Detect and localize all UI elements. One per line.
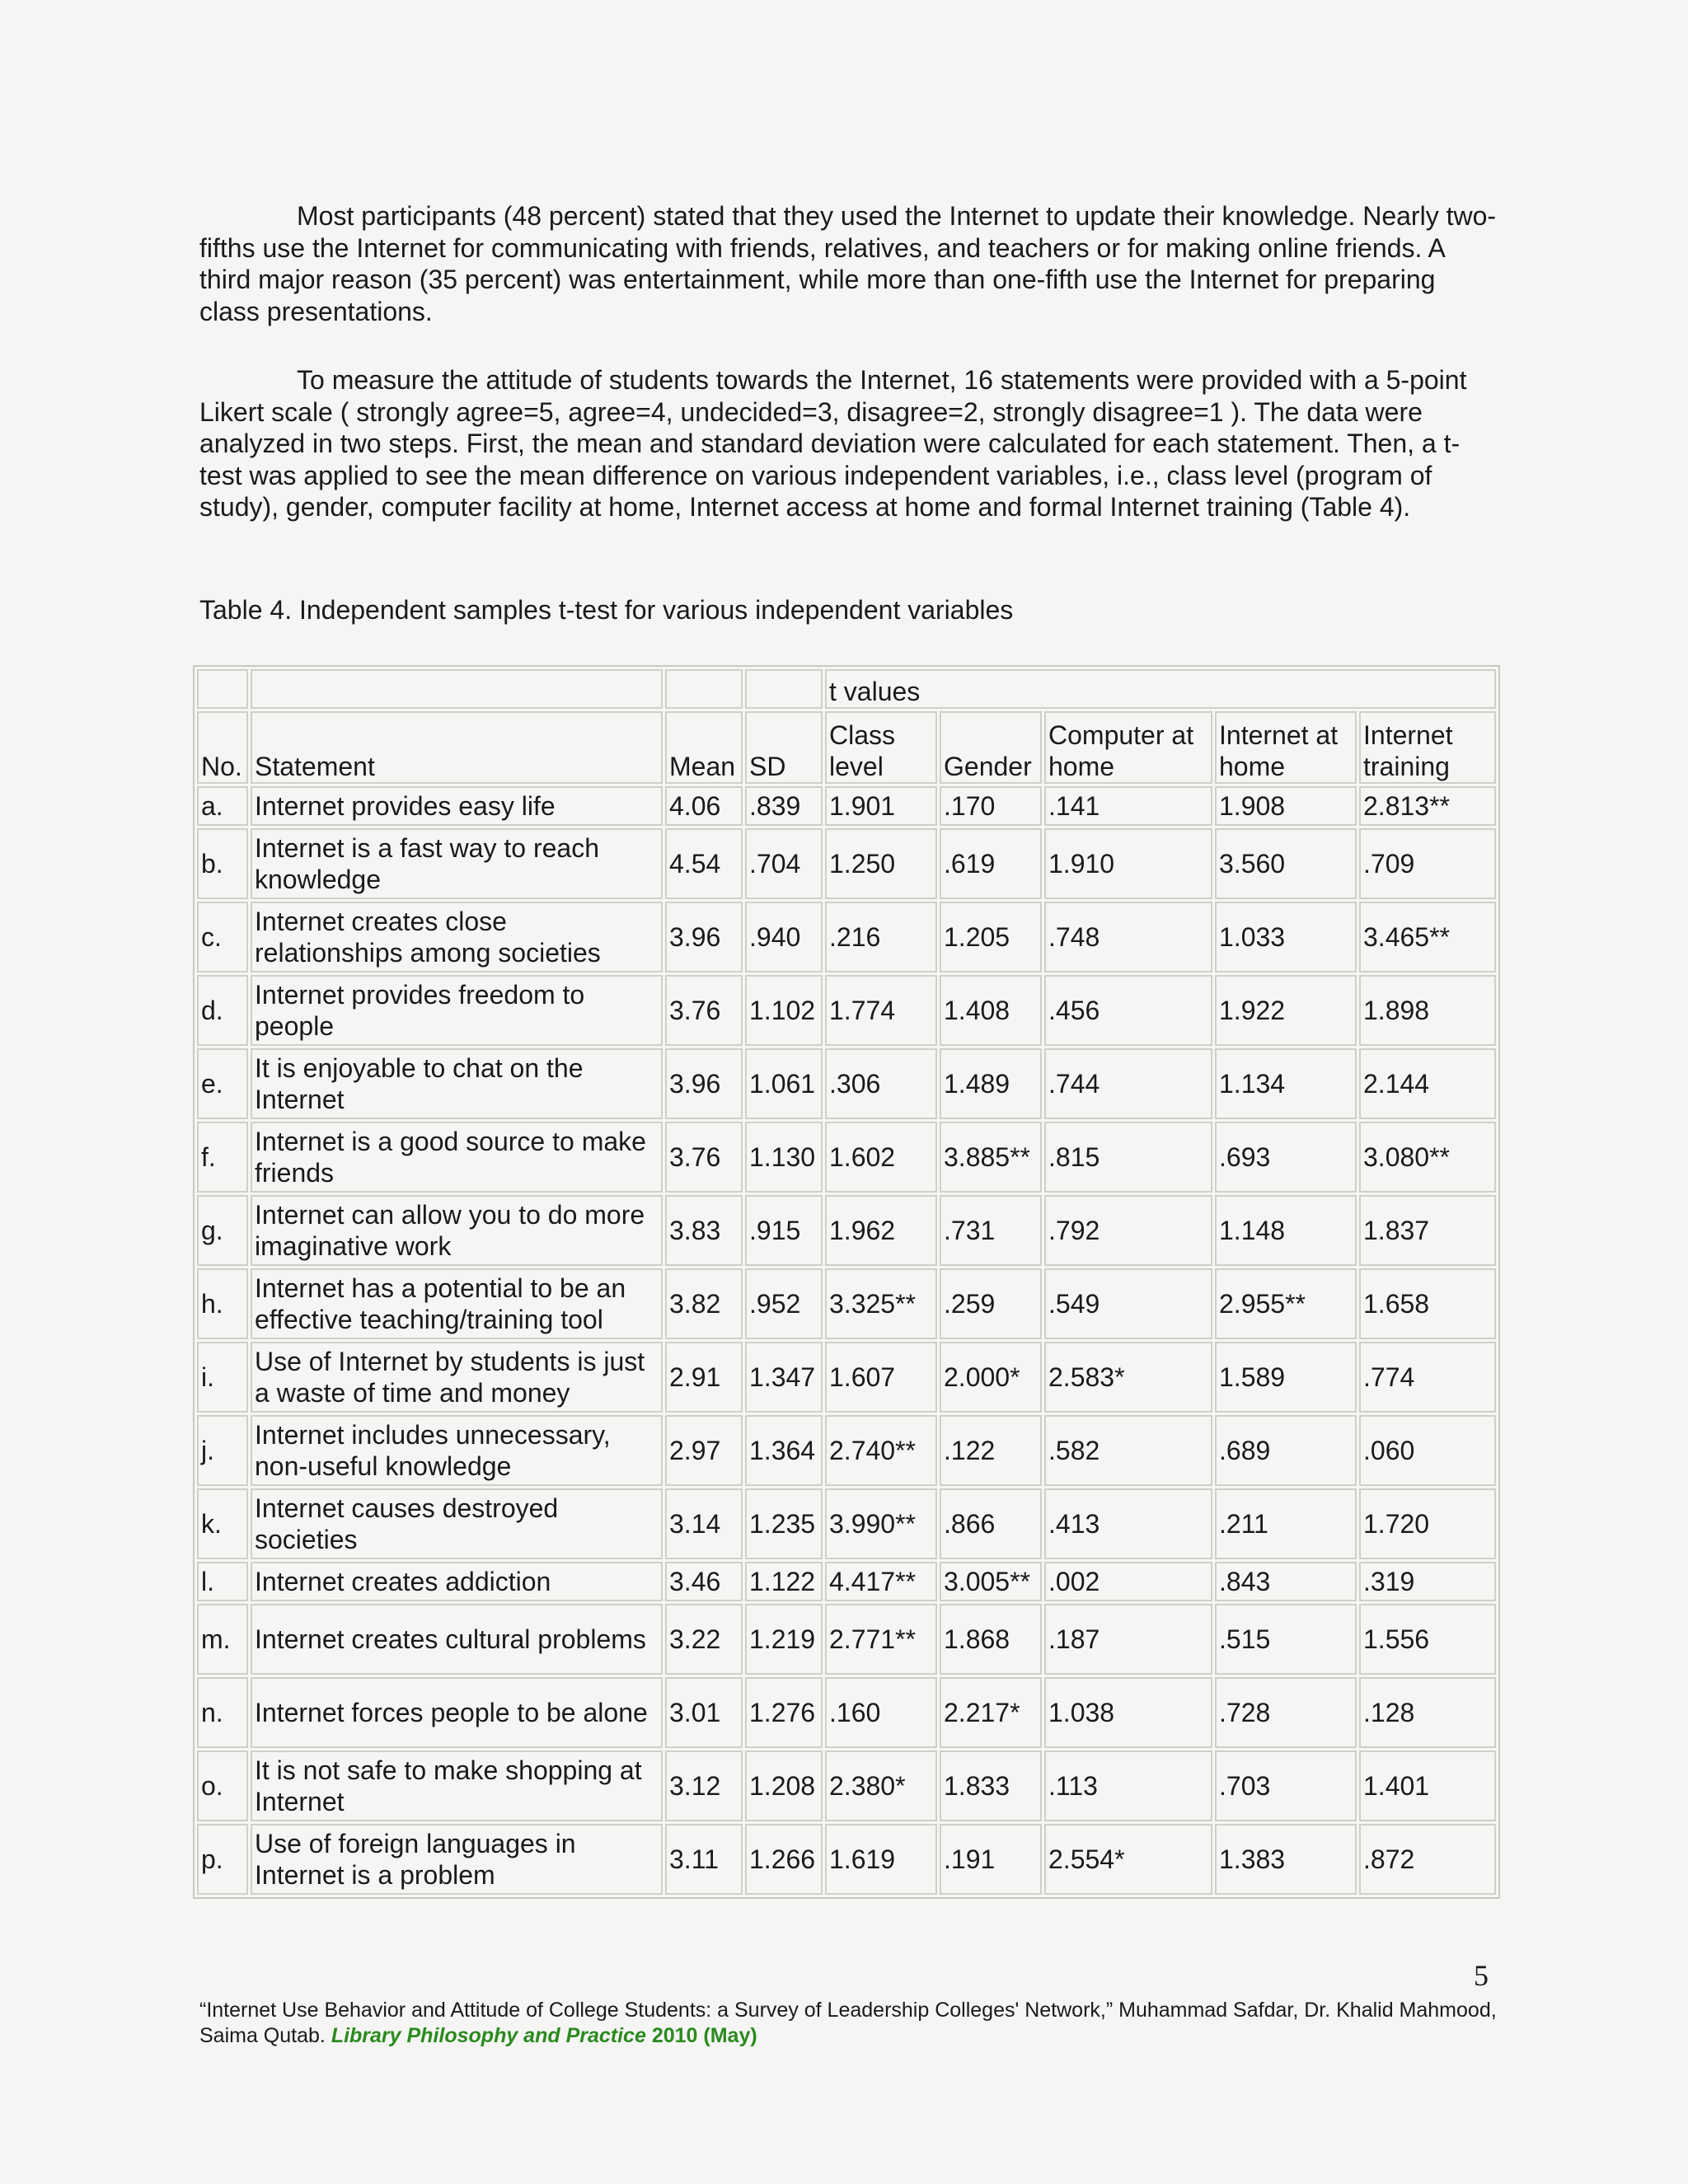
cell-row-number: o.: [197, 1750, 248, 1821]
cell-mean: 2.97: [665, 1415, 743, 1486]
cell-statement: It is enjoyable to chat on the Internet: [251, 1048, 663, 1119]
cell-sd: 1.364: [745, 1415, 823, 1486]
cell-gender-t: 2.000*: [940, 1342, 1042, 1413]
table-row: [197, 1122, 1496, 1193]
cell-sd: 1.219: [745, 1604, 823, 1675]
table-row: [197, 786, 1496, 826]
cell-internet-at-home-t: .211: [1215, 1488, 1357, 1559]
table-header-row: [197, 711, 1496, 784]
header-mean: Mean: [665, 711, 743, 784]
cell-row-number: i.: [197, 1342, 248, 1413]
cell-statement: Internet provides freedom to people: [251, 975, 663, 1046]
cell-internet-at-home-t: 1.589: [1215, 1342, 1357, 1413]
table-row: [197, 1268, 1496, 1339]
header-no: No.: [197, 711, 248, 784]
cell-computer-at-home-t: .744: [1044, 1048, 1212, 1119]
cell-row-number: l.: [197, 1562, 248, 1601]
cell-class-level-t: 1.619: [825, 1824, 937, 1895]
cell-class-level-t: 1.901: [825, 786, 937, 826]
t-values-group-header: t values: [825, 669, 1496, 709]
cell-row-number: e.: [197, 1048, 248, 1119]
cell-statement: Internet has a potential to be an effective teaching/training tool: [251, 1268, 663, 1339]
cell-class-level-t: 1.602: [825, 1122, 937, 1193]
cell-gender-t: .170: [940, 786, 1042, 826]
cell-statement: Internet includes unnecessary, non-useful knowledge: [251, 1415, 663, 1486]
cell-internet-training-t: 1.556: [1359, 1604, 1496, 1675]
header-empty-cell: [251, 669, 663, 709]
cell-internet-training-t: 3.080**: [1359, 1122, 1496, 1193]
cell-sd: 1.276: [745, 1677, 823, 1748]
header-internet-at-home: Internet at home: [1215, 711, 1357, 784]
cell-sd: 1.061: [745, 1048, 823, 1119]
cell-internet-training-t: 1.898: [1359, 975, 1496, 1046]
cell-mean: 3.11: [665, 1824, 743, 1895]
cell-row-number: a.: [197, 786, 248, 826]
citation-text: “Internet Use Behavior and Attitude of College Students: a Survey of Leadership Colleges' Network,” Muhammad Safdar, Dr. Khalid Mahmood, Saima Qutab.: [199, 1999, 1497, 2047]
cell-statement: Internet causes destroyed societies: [251, 1488, 663, 1559]
table-row: [197, 1488, 1496, 1559]
cell-row-number: b.: [197, 828, 248, 899]
cell-sd: .952: [745, 1268, 823, 1339]
cell-sd: 1.266: [745, 1824, 823, 1895]
cell-mean: 2.91: [665, 1342, 743, 1413]
cell-mean: 4.06: [665, 786, 743, 826]
table-row: [197, 975, 1496, 1046]
cell-class-level-t: 3.990**: [825, 1488, 937, 1559]
cell-row-number: f.: [197, 1122, 248, 1193]
cell-internet-at-home-t: 1.134: [1215, 1048, 1357, 1119]
cell-class-level-t: 2.740**: [825, 1415, 937, 1486]
cell-statement: Internet forces people to be alone: [251, 1677, 663, 1748]
cell-sd: 1.235: [745, 1488, 823, 1559]
table-caption: Table 4. Independent samples t-test for various independent variables: [199, 595, 1014, 625]
cell-class-level-t: 3.325**: [825, 1268, 937, 1339]
cell-statement: Internet creates cultural problems: [251, 1604, 663, 1675]
cell-gender-t: .731: [940, 1195, 1042, 1266]
cell-internet-training-t: 1.720: [1359, 1488, 1496, 1559]
cell-mean: 3.96: [665, 902, 743, 972]
cell-sd: 1.208: [745, 1750, 823, 1821]
cell-internet-training-t: .128: [1359, 1677, 1496, 1748]
cell-internet-at-home-t: .689: [1215, 1415, 1357, 1486]
cell-gender-t: 1.833: [940, 1750, 1042, 1821]
cell-sd: 1.102: [745, 975, 823, 1046]
header-class-level: Class level: [825, 711, 937, 784]
cell-computer-at-home-t: .187: [1044, 1604, 1212, 1675]
cell-gender-t: .259: [940, 1268, 1042, 1339]
cell-sd: .915: [745, 1195, 823, 1266]
cell-computer-at-home-t: 2.554*: [1044, 1824, 1212, 1895]
cell-statement: Internet provides easy life: [251, 786, 663, 826]
cell-mean: 3.22: [665, 1604, 743, 1675]
cell-statement: Use of foreign languages in Internet is a problem: [251, 1824, 663, 1895]
cell-class-level-t: .306: [825, 1048, 937, 1119]
cell-mean: 3.82: [665, 1268, 743, 1339]
header-computer-at-home: Computer at home: [1044, 711, 1212, 784]
table-row: [197, 1604, 1496, 1675]
cell-mean: 3.01: [665, 1677, 743, 1748]
cell-class-level-t: 2.380*: [825, 1750, 937, 1821]
cell-mean: 3.12: [665, 1750, 743, 1821]
cell-class-level-t: .160: [825, 1677, 937, 1748]
cell-computer-at-home-t: .002: [1044, 1562, 1212, 1601]
footer-citation: [199, 1998, 1502, 2049]
cell-computer-at-home-t: 1.910: [1044, 828, 1212, 899]
table-row: [197, 1562, 1496, 1601]
cell-gender-t: .866: [940, 1488, 1042, 1559]
cell-internet-training-t: 1.658: [1359, 1268, 1496, 1339]
cell-computer-at-home-t: .456: [1044, 975, 1212, 1046]
cell-class-level-t: .216: [825, 902, 937, 972]
cell-gender-t: 3.885**: [940, 1122, 1042, 1193]
cell-sd: .704: [745, 828, 823, 899]
header-empty-cell: [745, 669, 823, 709]
cell-row-number: h.: [197, 1268, 248, 1339]
cell-gender-t: .122: [940, 1415, 1042, 1486]
cell-sd: 1.347: [745, 1342, 823, 1413]
cell-gender-t: .191: [940, 1824, 1042, 1895]
cell-computer-at-home-t: 1.038: [1044, 1677, 1212, 1748]
cell-internet-training-t: .774: [1359, 1342, 1496, 1413]
cell-internet-training-t: .709: [1359, 828, 1496, 899]
cell-internet-training-t: 2.144: [1359, 1048, 1496, 1119]
cell-computer-at-home-t: .748: [1044, 902, 1212, 972]
cell-statement: Use of Internet by students is just a waste of time and money: [251, 1342, 663, 1413]
header-statement: Statement: [251, 711, 663, 784]
cell-row-number: n.: [197, 1677, 248, 1748]
cell-statement: It is not safe to make shopping at Internet: [251, 1750, 663, 1821]
cell-gender-t: 3.005**: [940, 1562, 1042, 1601]
table-row: [197, 828, 1496, 899]
table-row: [197, 902, 1496, 972]
cell-class-level-t: 1.607: [825, 1342, 937, 1413]
cell-row-number: j.: [197, 1415, 248, 1486]
cell-mean: 3.46: [665, 1562, 743, 1601]
table-row: [197, 1677, 1496, 1748]
cell-mean: 3.76: [665, 1122, 743, 1193]
cell-mean: 3.96: [665, 1048, 743, 1119]
table-row: [197, 1415, 1496, 1486]
cell-statement: Internet can allow you to do more imaginative work: [251, 1195, 663, 1266]
header-internet-training: Internet training: [1359, 711, 1496, 784]
cell-internet-at-home-t: .515: [1215, 1604, 1357, 1675]
cell-gender-t: 1.205: [940, 902, 1042, 972]
cell-computer-at-home-t: .141: [1044, 786, 1212, 826]
cell-class-level-t: 4.417**: [825, 1562, 937, 1601]
cell-statement: Internet is a fast way to reach knowledge: [251, 828, 663, 899]
cell-sd: .940: [745, 902, 823, 972]
cell-computer-at-home-t: .413: [1044, 1488, 1212, 1559]
cell-internet-training-t: 1.401: [1359, 1750, 1496, 1821]
cell-computer-at-home-t: .815: [1044, 1122, 1212, 1193]
cell-internet-training-t: .872: [1359, 1824, 1496, 1895]
cell-gender-t: 2.217*: [940, 1677, 1042, 1748]
cell-row-number: c.: [197, 902, 248, 972]
cell-mean: 4.54: [665, 828, 743, 899]
paragraph-internet-purposes: Most participants (48 percent) stated that they used the Internet to update their knowledge. Nearly two-fifths use the Internet for communicating with friends, relatives, and teachers or for making online friends. A third major reason (35 percent) was entertainment, while more than one-fifth use the Internet for preparing class presentations.: [199, 201, 1497, 326]
cell-mean: 3.14: [665, 1488, 743, 1559]
cell-internet-at-home-t: .843: [1215, 1562, 1357, 1601]
cell-class-level-t: 2.771**: [825, 1604, 937, 1675]
table-row: [197, 1048, 1496, 1119]
header-empty-cell: [665, 669, 743, 709]
cell-internet-training-t: .319: [1359, 1562, 1496, 1601]
cell-internet-training-t: 1.837: [1359, 1195, 1496, 1266]
cell-internet-at-home-t: 1.033: [1215, 902, 1357, 972]
cell-class-level-t: 1.962: [825, 1195, 937, 1266]
cell-sd: 1.130: [745, 1122, 823, 1193]
cell-sd: 1.122: [745, 1562, 823, 1601]
table-4-ttest: [193, 665, 1500, 1899]
cell-internet-at-home-t: 1.383: [1215, 1824, 1357, 1895]
cell-row-number: d.: [197, 975, 248, 1046]
header-sd: SD: [745, 711, 823, 784]
cell-row-number: m.: [197, 1604, 248, 1675]
cell-internet-at-home-t: 3.560: [1215, 828, 1357, 899]
cell-internet-training-t: 2.813**: [1359, 786, 1496, 826]
cell-computer-at-home-t: .582: [1044, 1415, 1212, 1486]
cell-internet-training-t: 3.465**: [1359, 902, 1496, 972]
table-group-header-row: [197, 669, 1496, 709]
header-empty-cell: [197, 669, 248, 709]
cell-row-number: k.: [197, 1488, 248, 1559]
cell-class-level-t: 1.250: [825, 828, 937, 899]
table-row: [197, 1195, 1496, 1266]
table-row: [197, 1342, 1496, 1413]
table-row: [197, 1750, 1496, 1821]
table-row: [197, 1824, 1496, 1895]
journal-name: Library Philosophy and Practice: [331, 2024, 646, 2047]
cell-gender-t: 1.489: [940, 1048, 1042, 1119]
cell-computer-at-home-t: .549: [1044, 1268, 1212, 1339]
cell-computer-at-home-t: .792: [1044, 1195, 1212, 1266]
header-gender: Gender: [940, 711, 1042, 784]
cell-gender-t: 1.408: [940, 975, 1042, 1046]
page-number: 5: [1474, 1959, 1489, 1992]
cell-sd: .839: [745, 786, 823, 826]
cell-statement: Internet is a good source to make friends: [251, 1122, 663, 1193]
cell-computer-at-home-t: 2.583*: [1044, 1342, 1212, 1413]
cell-internet-at-home-t: .693: [1215, 1122, 1357, 1193]
cell-statement: Internet creates addiction: [251, 1562, 663, 1601]
cell-mean: 3.76: [665, 975, 743, 1046]
paragraph-attitude-method: To measure the attitude of students towards the Internet, 16 statements were provided with a 5-point Likert scale ( strongly agree=5, agree=4, undecided=3, disagree=2, strongly disagree=1 ). The data were analyzed in two steps. First, the mean and standard deviation were calculated for each statement. Then, a t-test was applied to see the mean difference on various independent variables, i.e., class level (program of study), gender, computer facility at home, Internet access at home and formal Internet training (Table 4).: [199, 365, 1467, 522]
cell-internet-at-home-t: 1.148: [1215, 1195, 1357, 1266]
cell-statement: Internet creates close relationships among societies: [251, 902, 663, 972]
cell-computer-at-home-t: .113: [1044, 1750, 1212, 1821]
cell-internet-at-home-t: 1.908: [1215, 786, 1357, 826]
journal-date: 2010 (May): [651, 2024, 757, 2047]
cell-row-number: p.: [197, 1824, 248, 1895]
cell-internet-training-t: .060: [1359, 1415, 1496, 1486]
cell-internet-at-home-t: .728: [1215, 1677, 1357, 1748]
cell-class-level-t: 1.774: [825, 975, 937, 1046]
cell-internet-at-home-t: 1.922: [1215, 975, 1357, 1046]
cell-internet-at-home-t: 2.955**: [1215, 1268, 1357, 1339]
cell-gender-t: .619: [940, 828, 1042, 899]
cell-row-number: g.: [197, 1195, 248, 1266]
cell-mean: 3.83: [665, 1195, 743, 1266]
cell-internet-at-home-t: .703: [1215, 1750, 1357, 1821]
cell-gender-t: 1.868: [940, 1604, 1042, 1675]
